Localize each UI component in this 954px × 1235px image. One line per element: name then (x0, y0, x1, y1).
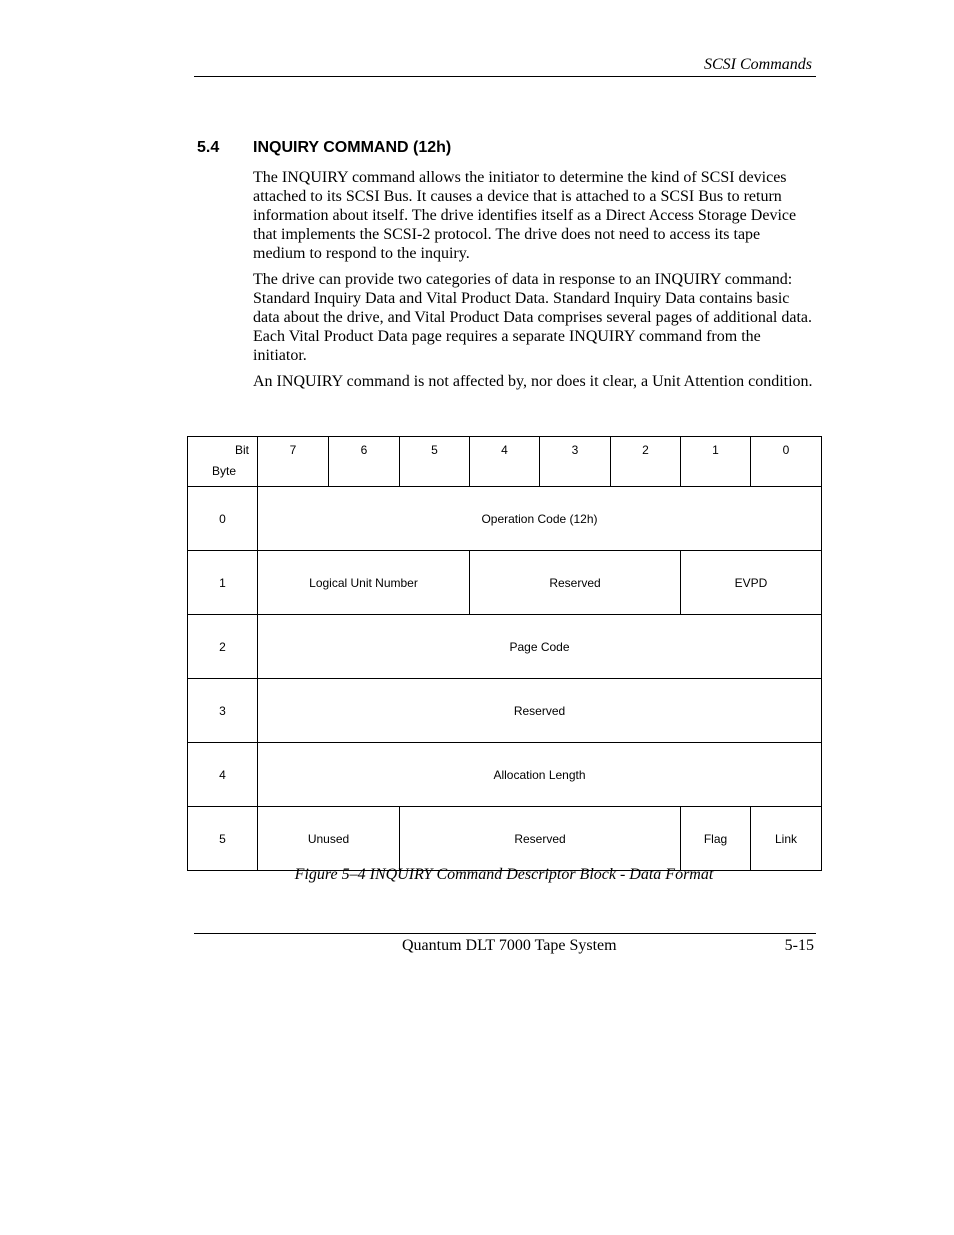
bit-header-row (188, 437, 822, 487)
bit-header-cell: 4 (470, 437, 540, 487)
field-cell: Unused (258, 807, 400, 871)
bit-header-cell: 3 (540, 437, 611, 487)
bit-header-cell: 5 (400, 437, 470, 487)
field-cell: Reserved (470, 551, 681, 615)
bit-header-cell: 2 (611, 437, 681, 487)
cdb-table (187, 436, 822, 871)
bit-header-cell: 1 (681, 437, 751, 487)
bit-label: Bit (234, 443, 249, 457)
figure-caption: Figure 5–4 INQUIRY Command Descriptor Block - Data Format (294, 866, 714, 883)
bit-byte-corner-cell (188, 437, 258, 487)
byte-number-cell: 3 (188, 679, 258, 743)
field-cell: Flag (681, 807, 751, 871)
field-cell: Allocation Length (258, 743, 822, 807)
byte-number-cell: 2 (188, 615, 258, 679)
body-text (253, 168, 813, 398)
field-cell: Page Code (258, 615, 822, 679)
bit-header-cell: 0 (751, 437, 822, 487)
section-title: INQUIRY COMMAND (12h) (253, 139, 452, 156)
section-heading (197, 139, 451, 157)
bit-header-cell: 6 (329, 437, 400, 487)
paragraph: The drive can provide two categories of data in response to an INQUIRY command: Standard Inquiry Data and Vital Product Data. Standard Inquiry Data contains basic data about the drive, and Vital Product Data comprises several pages of additional data. Each Vital Product Data page requires a separate INQUIRY command from the initiator. (253, 271, 813, 364)
byte-row (188, 743, 822, 807)
field-cell: EVPD (681, 551, 822, 615)
byte-row (188, 807, 822, 871)
section-number: 5.4 (197, 139, 220, 156)
paragraph: An INQUIRY command is not affected by, nor does it clear, a Unit Attention condition. (253, 373, 813, 390)
byte-number-cell: 1 (188, 551, 258, 615)
byte-row (188, 487, 822, 551)
page-number: 5-15 (784, 937, 814, 954)
field-cell: Operation Code (12h) (258, 487, 822, 551)
byte-row (188, 551, 822, 615)
byte-number-cell: 4 (188, 743, 258, 807)
footer-title: Quantum DLT 7000 Tape System (402, 937, 617, 954)
field-cell: Logical Unit Number (258, 551, 470, 615)
byte-number-cell: 5 (188, 807, 258, 871)
byte-row (188, 615, 822, 679)
byte-row (188, 679, 822, 743)
byte-label: Byte (212, 464, 237, 478)
field-cell: Reserved (400, 807, 681, 871)
byte-number-cell: 0 (188, 487, 258, 551)
field-cell: Reserved (258, 679, 822, 743)
bit-header-cell: 7 (258, 437, 329, 487)
page-footer (194, 933, 816, 958)
field-cell: Link (751, 807, 822, 871)
running-header-title: SCSI Commands (703, 56, 812, 73)
running-header (194, 56, 816, 77)
paragraph: The INQUIRY command allows the initiator to determine the kind of SCSI devices attached to its SCSI Bus. It causes a device that is attached to a SCSI Bus to return information about itself. The drive identifies itself as a Direct Access Storage Device that implements the SCSI-2 protocol. The drive does not need to access its tape medium to respond to the inquiry. (253, 169, 797, 262)
